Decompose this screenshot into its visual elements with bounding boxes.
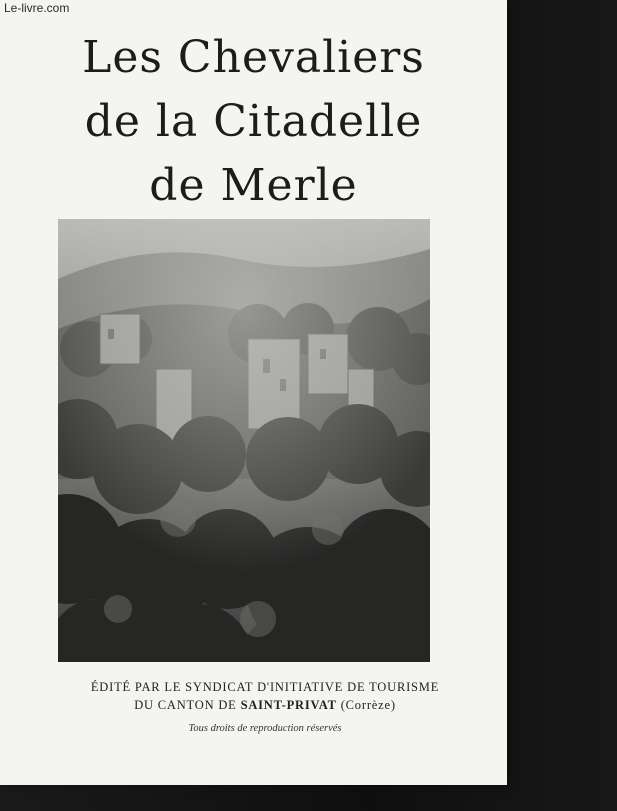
publisher-line-1: ÉDITÉ PAR LE SYNDICAT D'INITIATIVE DE TOURISME — [90, 680, 440, 694]
canton-label: DU CANTON DE — [134, 698, 237, 712]
castle-ruins-photo — [58, 219, 430, 662]
cover-title — [0, 26, 507, 218]
site-watermark: Le-livre.com — [4, 1, 70, 15]
canton-name: SAINT-PRIVAT — [240, 698, 337, 712]
title-line-1: Les Chevaliers — [82, 32, 425, 83]
title-line-2: de la Citadelle — [84, 96, 423, 147]
publisher-line-2 — [40, 696, 490, 714]
region-name: (Corrèze) — [340, 698, 396, 712]
copyright-notice: Tous droits de reproduction réservés — [188, 723, 342, 734]
title-line-3: de Merle — [149, 160, 358, 211]
publisher-block — [40, 678, 490, 714]
cover-photograph — [58, 219, 430, 662]
